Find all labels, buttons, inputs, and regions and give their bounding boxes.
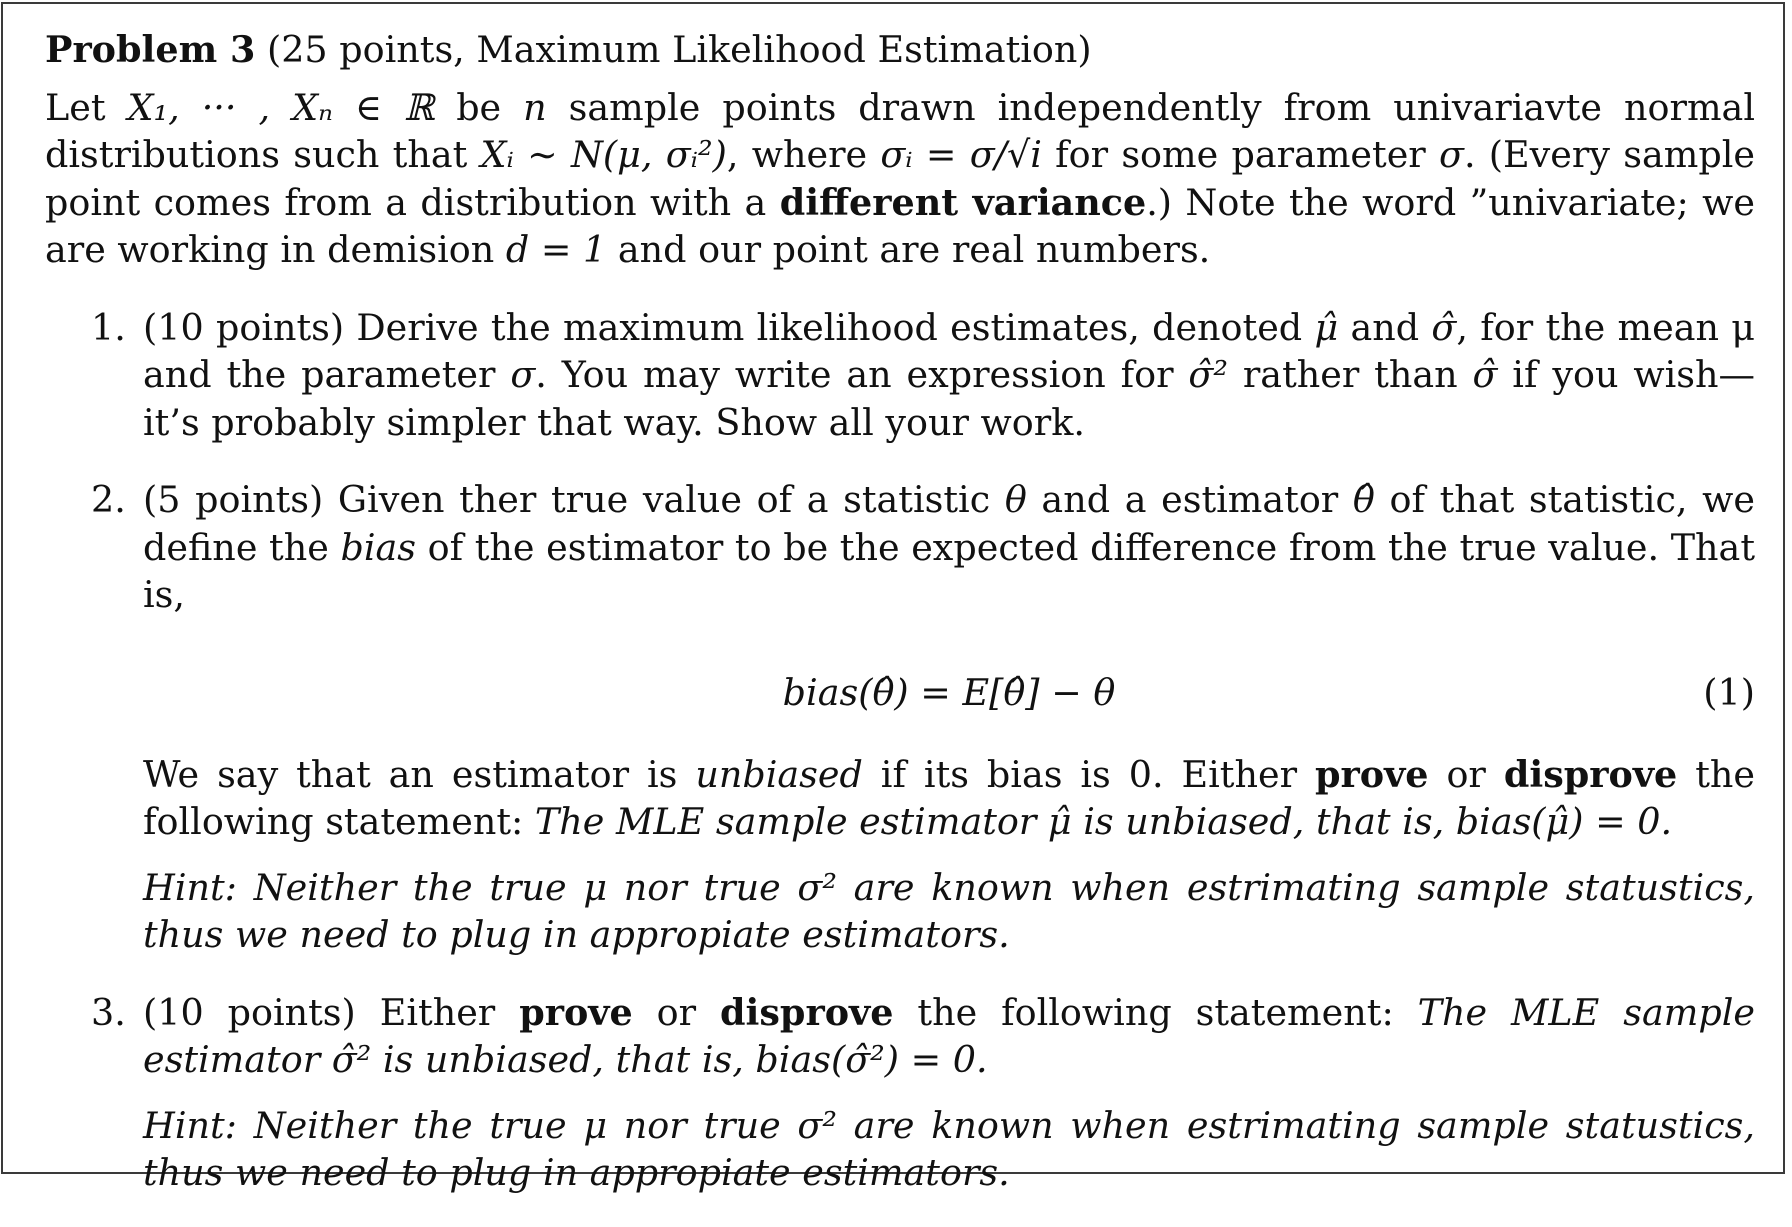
item-italic: The MLE sample estimator μ̂ is unbiased, that is, bias(μ̂) = 0.	[534, 800, 1673, 843]
item-text: (5 points) Given ther true value of a statistic	[143, 478, 1005, 521]
subproblem-number: 2.	[91, 478, 126, 521]
intro-text: sample points drawn independently from univariavte normal distributions such that	[45, 85, 1755, 176]
item-bold: prove	[519, 990, 633, 1034]
item-text: or	[632, 990, 720, 1034]
problem-number: Problem 3	[45, 28, 256, 71]
item-text: if you wish—it’s probably simpler that way. Show all your work.	[143, 353, 1755, 444]
bias-equation: bias(θ̂) = E[θ̂] − θ	[782, 670, 1116, 714]
item-text: the following statement:	[893, 990, 1418, 1034]
intro-text: be	[434, 85, 524, 129]
problem-content	[45, 26, 1755, 1227]
problem-box	[1, 2, 1785, 1194]
item-text: or	[1428, 752, 1504, 796]
item-italic: The MLE sample estimator σ̂² is unbiased, that is, bias(σ̂²) = 0.	[143, 990, 1755, 1081]
subproblem-number: 3.	[91, 990, 126, 1034]
intro-math: σ	[1439, 133, 1464, 176]
item-math: bias	[340, 525, 416, 569]
intro-text: for some parameter	[1041, 133, 1440, 176]
item-math: σ̂	[1472, 353, 1498, 396]
item-math: unbiased	[695, 752, 863, 796]
intro-text: Let	[45, 85, 128, 129]
item-math: θ̂	[1352, 478, 1375, 521]
item-math: θ	[1004, 478, 1027, 521]
item-bold: disprove	[1503, 752, 1678, 796]
subproblem-text	[143, 476, 1755, 619]
item-bold: disprove	[720, 990, 894, 1034]
intro-text: and our point are real numbers.	[606, 228, 1211, 271]
intro-bold: different variance	[779, 180, 1147, 224]
intro-math: d = 1	[505, 228, 607, 271]
subproblem-list	[91, 304, 1756, 1197]
intro-math: n	[523, 85, 547, 129]
item-text: rather than	[1227, 353, 1473, 396]
intro-math: X₁, ··· , Xₙ ∈ ℝ	[127, 85, 435, 129]
item-math: σ̂	[1431, 305, 1457, 349]
item-math: μ̂	[1314, 305, 1339, 349]
item-text: (10 points) Either	[143, 990, 520, 1034]
hint-text: Hint: Neither the true μ nor true σ² are known when estrimating sample statustics, thus we need to plug in appropiate estimators.	[143, 865, 1755, 956]
equation-number: (1)	[1703, 670, 1755, 714]
subproblem-3	[91, 989, 1755, 1197]
intro-math: Xᵢ ∼ N(μ, σᵢ²)	[480, 133, 727, 176]
item-text: . You may write an expression for	[535, 353, 1189, 396]
item-text: and	[1338, 305, 1432, 349]
subproblem-text	[143, 989, 1755, 1084]
problem-heading	[45, 26, 1755, 74]
subproblem-number: 1.	[91, 305, 126, 349]
item-text: of that statistic, we define the	[143, 478, 1755, 569]
item-math: σ̂²	[1188, 353, 1228, 396]
item-text: and a estimator	[1026, 478, 1353, 521]
unbiased-statement	[143, 751, 1755, 846]
item-text: the following statement:	[143, 752, 1755, 843]
intro-text: , where	[726, 133, 881, 176]
bias-equation-row	[143, 661, 1755, 725]
item-text: of the estimator to be the expected difference from the true value. That is,	[143, 525, 1755, 616]
item-text: (10 points) Derive the maximum likelihood estimates, denoted	[143, 305, 1315, 349]
item-bold: prove	[1314, 752, 1429, 796]
item-math: σ	[510, 353, 536, 396]
problem-intro	[45, 84, 1755, 274]
problem-subtitle: (25 points, Maximum Likelihood Estimation)	[255, 28, 1092, 71]
hint-text: Hint: Neither the true μ nor true σ² are known when estrimating sample statustics, thus we need to plug in appropiate estimators.	[143, 1103, 1755, 1194]
item-text: We say that an estimator is	[143, 752, 696, 796]
intro-math: σᵢ = σ/√i	[880, 133, 1042, 176]
item-text: if its bias is 0. Either	[862, 752, 1315, 796]
intro-text: . (Every sample point comes from a distribution with a	[45, 133, 1755, 224]
item-text: , for the mean μ and the parameter	[143, 305, 1756, 396]
subproblem-text	[143, 304, 1755, 447]
intro-text: .) Note the word ”univariate; we are working in demision	[45, 180, 1755, 271]
subproblem-1	[91, 304, 1756, 447]
subproblem-2	[91, 476, 1755, 959]
